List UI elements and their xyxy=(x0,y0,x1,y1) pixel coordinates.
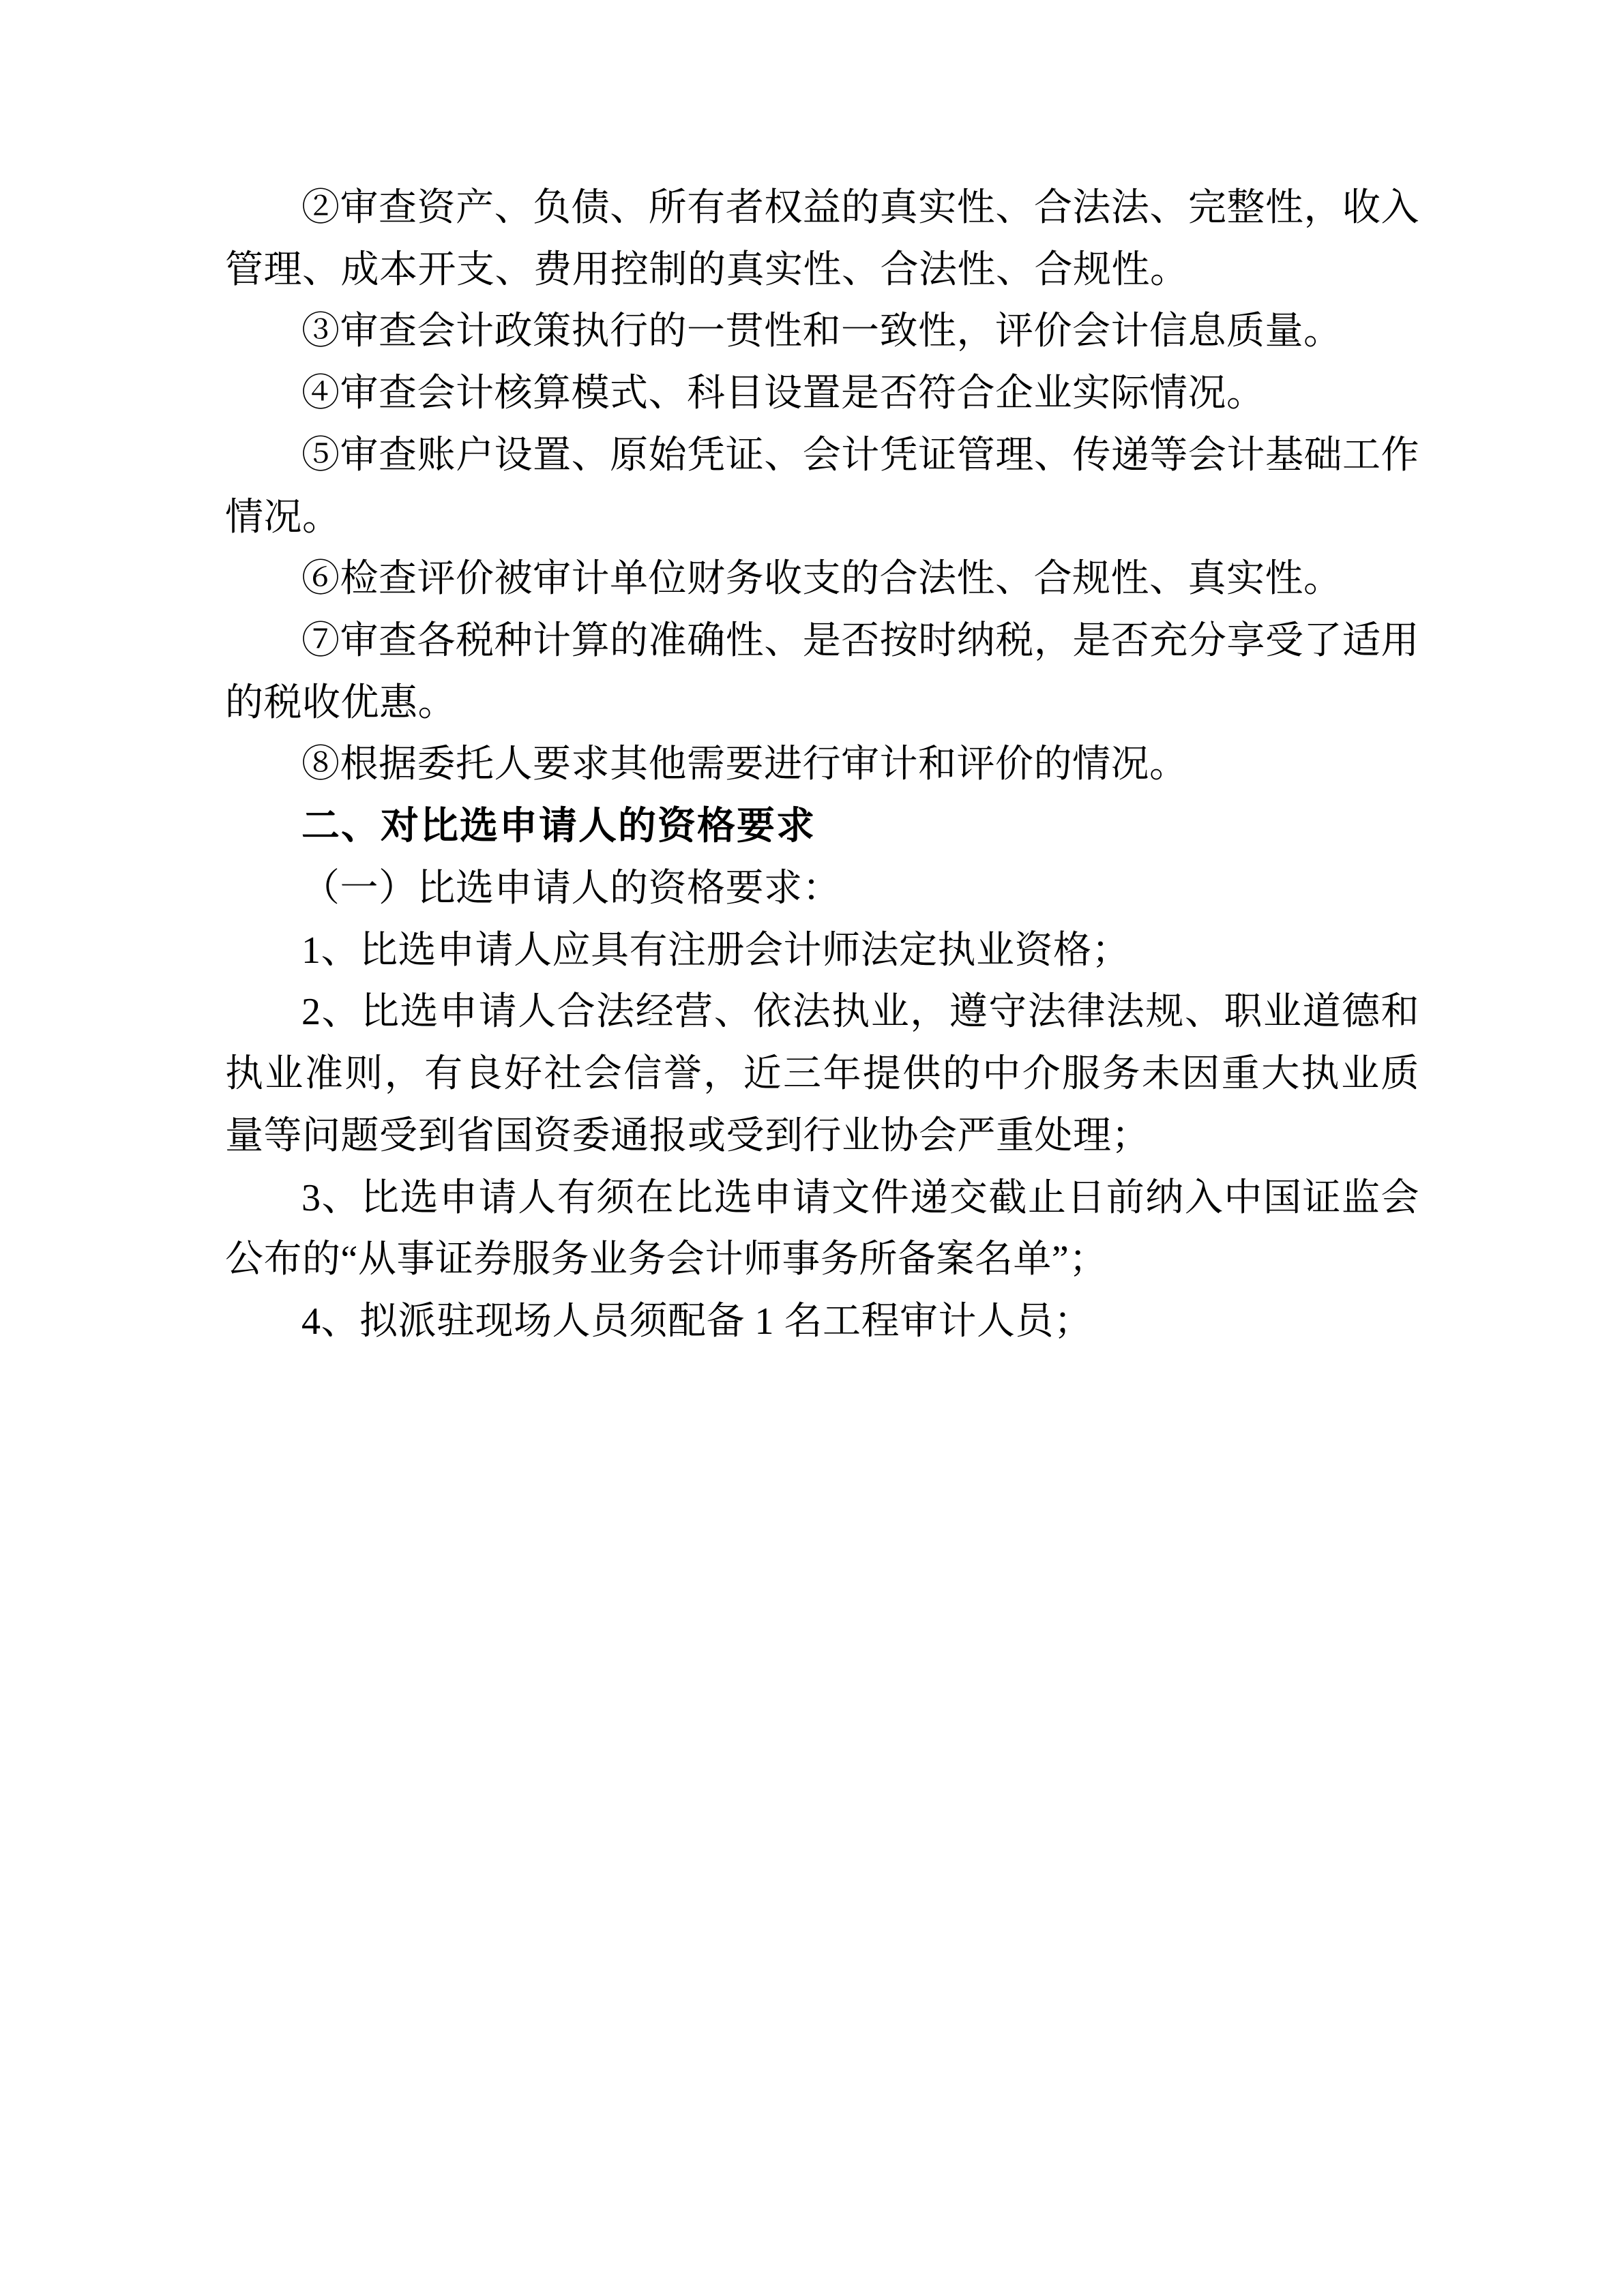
paragraph-item-5: ⑤审查账户设置、原始凭证、会计凭证管理、传递等会计基础工作情况。 xyxy=(225,434,1419,539)
paragraph-item-7: ⑦审查各税种计算的准确性、是否按时纳税，是否充分享受了适用的税收优惠。 xyxy=(225,620,1419,724)
requirement-3: 3、比选申请人有须在比选申请文件递交截止日前纳入中国证监会公布的“从事证券服务业务会计师事务所备案名单”； xyxy=(225,1176,1419,1281)
paragraph-item-3: ③审查会计政策执行的一贯性和一致性，评价会计信息质量。 xyxy=(301,310,1342,353)
paragraph-item-8: ⑧根据委托人要求其他需要进行审计和评价的情况。 xyxy=(301,743,1188,786)
requirement-4: 4、拟派驻现场人员须配备 1 名工程审计人员； xyxy=(301,1300,1093,1343)
section-heading-two: 二、对比选申请人的资格要求 xyxy=(301,805,816,848)
requirement-2: 2、比选申请人合法经营、依法执业，遵守法律法规、职业道德和执业准则，有良好社会信誉，近三年提供的中介服务未因重大执业质量等问题受到省国资委通报或受到行业协会严重处理； xyxy=(225,991,1419,1157)
paragraph-item-4: ④审查会计核算模式、科目设置是否符合企业实际情况。 xyxy=(301,372,1265,415)
paragraph-item-2: ②审查资产、负债、所有者权益的真实性、合法法、完整性，收入管理、成本开支、费用控制的真实性、合法性、合规性。 xyxy=(225,187,1419,291)
subsection-heading-one: （一）比选申请人的资格要求： xyxy=(301,867,841,910)
paragraph-item-6: ⑥检查评价被审计单位财务收支的合法性、合规性、真实性。 xyxy=(301,558,1342,601)
document-body xyxy=(225,177,1419,1353)
requirement-1: 1、比选申请人应具有注册会计师法定执业资格； xyxy=(301,929,1130,972)
